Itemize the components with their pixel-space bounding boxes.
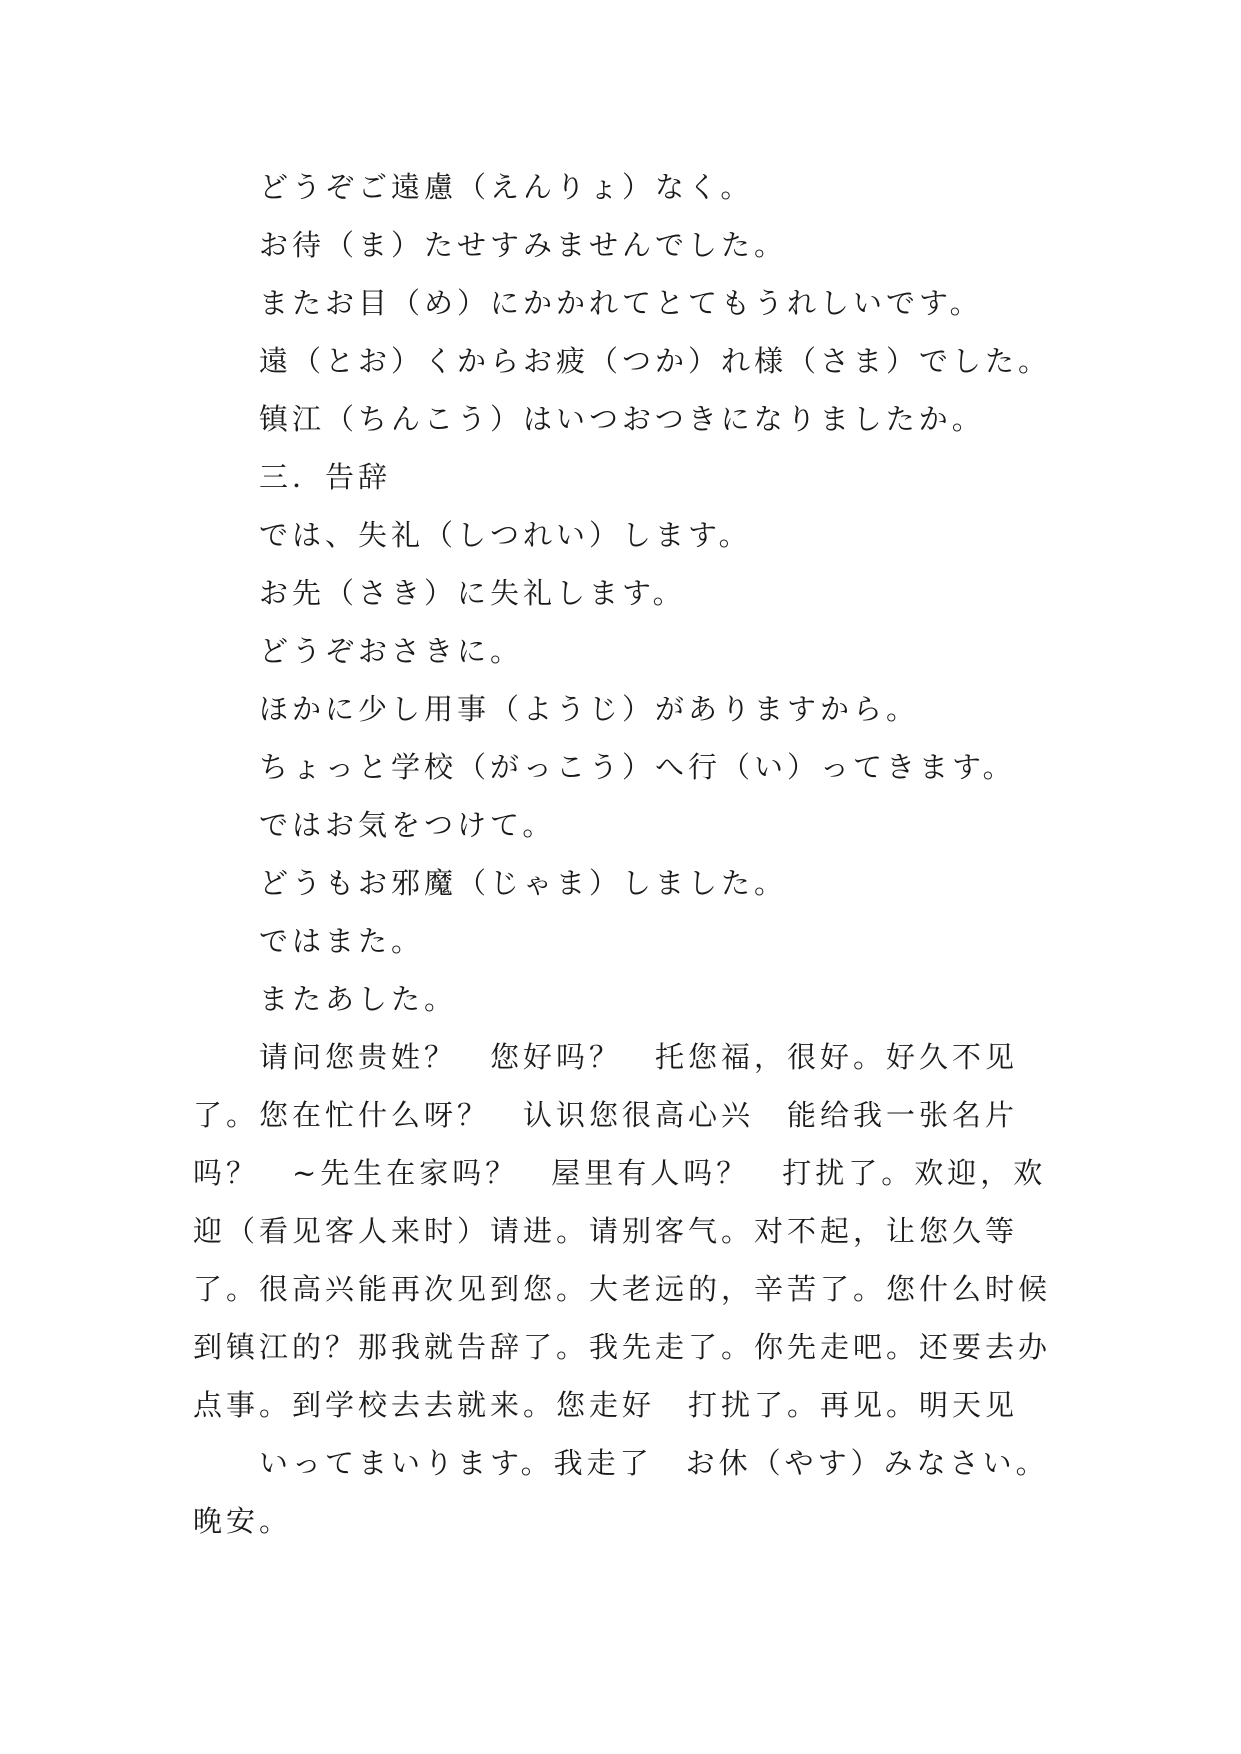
text-line: 遠（とお）くからお疲（つか）れ様（さま）でした。 xyxy=(259,344,1052,378)
text-line: お先（さき）に失礼します。 xyxy=(259,576,686,610)
closing-paragraph: いってまいります。我走了 お休（やす）みなさい。晚安。 xyxy=(193,1446,1049,1538)
text-line: お待（ま）たせすみませんでした。 xyxy=(259,228,788,262)
chinese-translation-paragraph: 请问您贵姓？ 您好吗？ 托您福，很好。好久不见了。您在忙什么呀？ 认识您很高心兴 能给我一张名片吗？ ~先生在家吗？ 屋里有人吗？ 打扰了。欢迎，欢迎（看见客人来时）请进。请别客气。对不起，让您久等了。很高兴能再次见到您。大老远的，辛苦了。您什么时候到镇江的？那我就告辞了。我先走了。你先走吧。还要去办点事。到学校去去就来。您走好 打扰了。再见。明天见 xyxy=(193,1040,1052,1422)
text-line: またあした。 xyxy=(259,982,458,1016)
text-line: またお目（め）にかかれてとてもうれしいです。 xyxy=(259,286,983,320)
text-line: どうぞご遠慮（えんりょ）なく。 xyxy=(259,170,754,204)
text-line: ではお気をつけて。 xyxy=(259,808,556,842)
text-line: 镇江（ちんこう）はいつおつきになりましたか。 xyxy=(259,402,985,436)
text-line: どうもお邪魔（じゃま）しました。 xyxy=(259,866,788,900)
text-line: ほかに少し用事（ようじ）がありますから。 xyxy=(259,692,920,726)
section-heading: 三．告辞 xyxy=(259,460,392,494)
text-line: では、失礼（しつれい）します。 xyxy=(259,518,752,552)
text-line: ちょっと学校（がっこう）へ行（い）ってきます。 xyxy=(259,750,1016,784)
text-line: どうぞおさきに。 xyxy=(259,634,524,668)
document-body xyxy=(193,158,1063,1550)
text-line: ではまた。 xyxy=(259,924,425,958)
